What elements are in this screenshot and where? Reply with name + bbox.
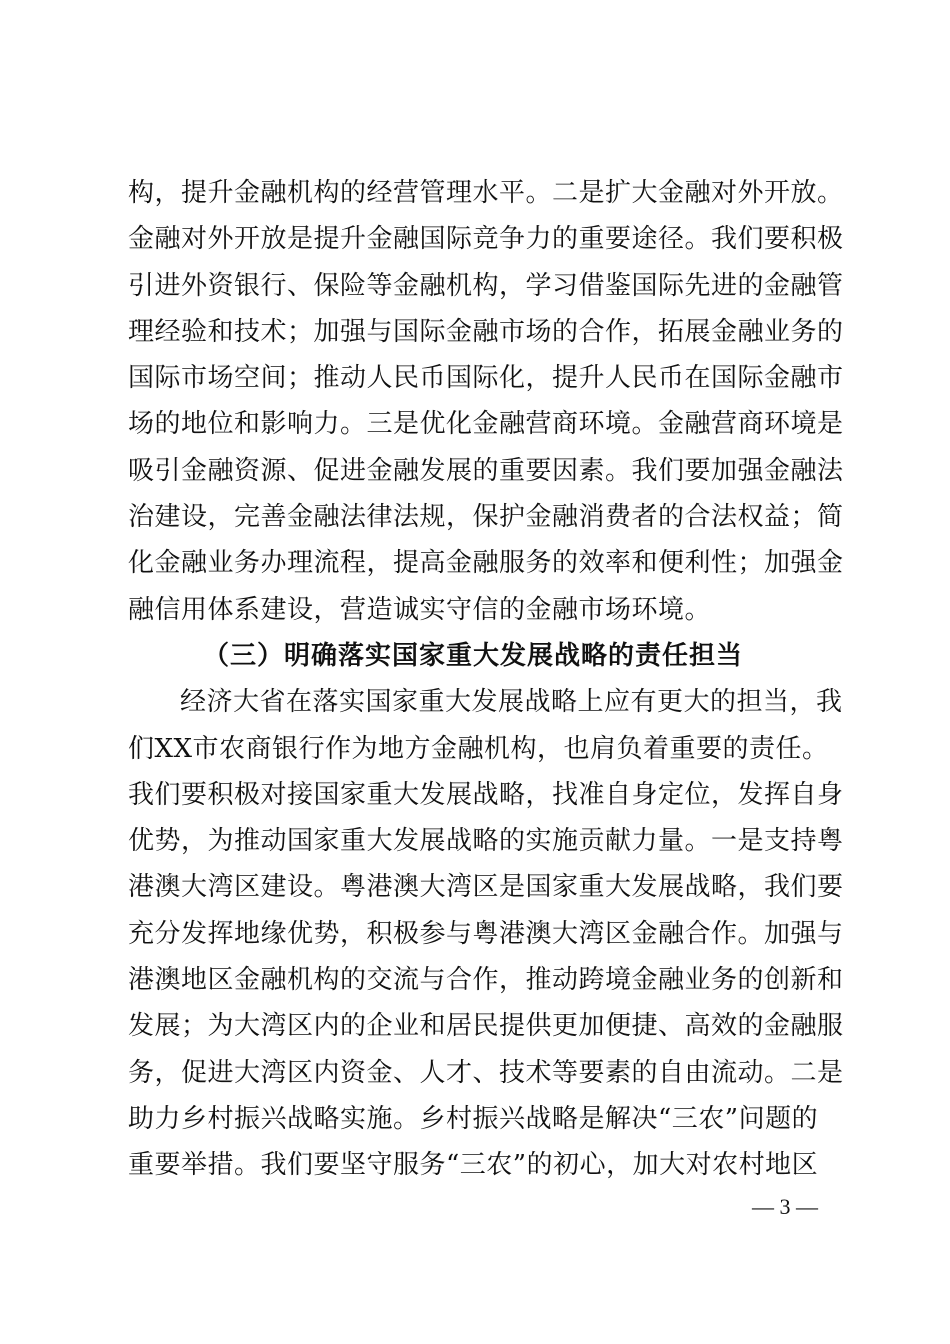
text-line: 们XX市农商银行作为地方金融机构，也肩负着重要的责任。 xyxy=(128,733,829,764)
text-line: 治建设，完善金融法律法规，保护金融消费者的合法权益；简 xyxy=(128,502,844,533)
text-line: 吸引金融资源、促进金融发展的重要因素。我们要加强金融法 xyxy=(128,455,844,486)
text-line: 助力乡村振兴战略实施。乡村振兴战略是解决“三农”问题的 xyxy=(128,1103,819,1134)
text-line: 优势，为推动国家重大发展战略的实施贡献力量。一是支持粤 xyxy=(128,826,844,857)
section-heading: （三）明确落实国家重大发展战略的责任担当 xyxy=(202,640,743,671)
text-line: 重要举措。我们要坚守服务“三农”的初心，加大对农村地区 xyxy=(128,1150,819,1181)
text-line: 国际市场空间；推动人民币国际化，提升人民币在国际金融市 xyxy=(128,363,844,394)
text-line: 我们要积极对接国家重大发展战略，找准自身定位，发挥自身 xyxy=(128,779,844,810)
text-line: 港澳地区金融机构的交流与合作，推动跨境金融业务的创新和 xyxy=(128,965,844,996)
body-text xyxy=(128,170,844,1189)
text-line: 港澳大湾区建设。粤港澳大湾区是国家重大发展战略，我们要 xyxy=(128,872,844,903)
text-line: 发展；为大湾区内的企业和居民提供更加便捷、高效的金融服 xyxy=(128,1011,844,1042)
text-line: 充分发挥地缘优势，积极参与粤港澳大湾区金融合作。加强与 xyxy=(128,918,844,949)
text-line: 化金融业务办理流程，提高金融服务的效率和便利性；加强金 xyxy=(128,548,844,579)
text-line: 融信用体系建设，营造诚实守信的金融市场环境。 xyxy=(128,594,712,625)
text-line: 经济大省在落实国家重大发展战略上应有更大的担当，我 xyxy=(180,687,843,718)
text-line: 理经验和技术；加强与国际金融市场的合作，拓展金融业务的 xyxy=(128,316,844,347)
text-line: 务，促进大湾区内资金、人才、技术等要素的自由流动。二是 xyxy=(128,1057,844,1088)
text-line: 构，提升金融机构的经营管理水平。二是扩大金融对外开放。 xyxy=(128,178,844,208)
text-line: 场的地位和影响力。三是优化金融营商环境。金融营商环境是 xyxy=(128,409,844,440)
text-line: 引进外资银行、保险等金融机构，学习借鉴国际先进的金融管 xyxy=(128,270,844,301)
text-line: 金融对外开放是提升金融国际竞争力的重要途径。我们要积极 xyxy=(128,224,844,255)
page-number: — 3 — xyxy=(752,1194,818,1219)
